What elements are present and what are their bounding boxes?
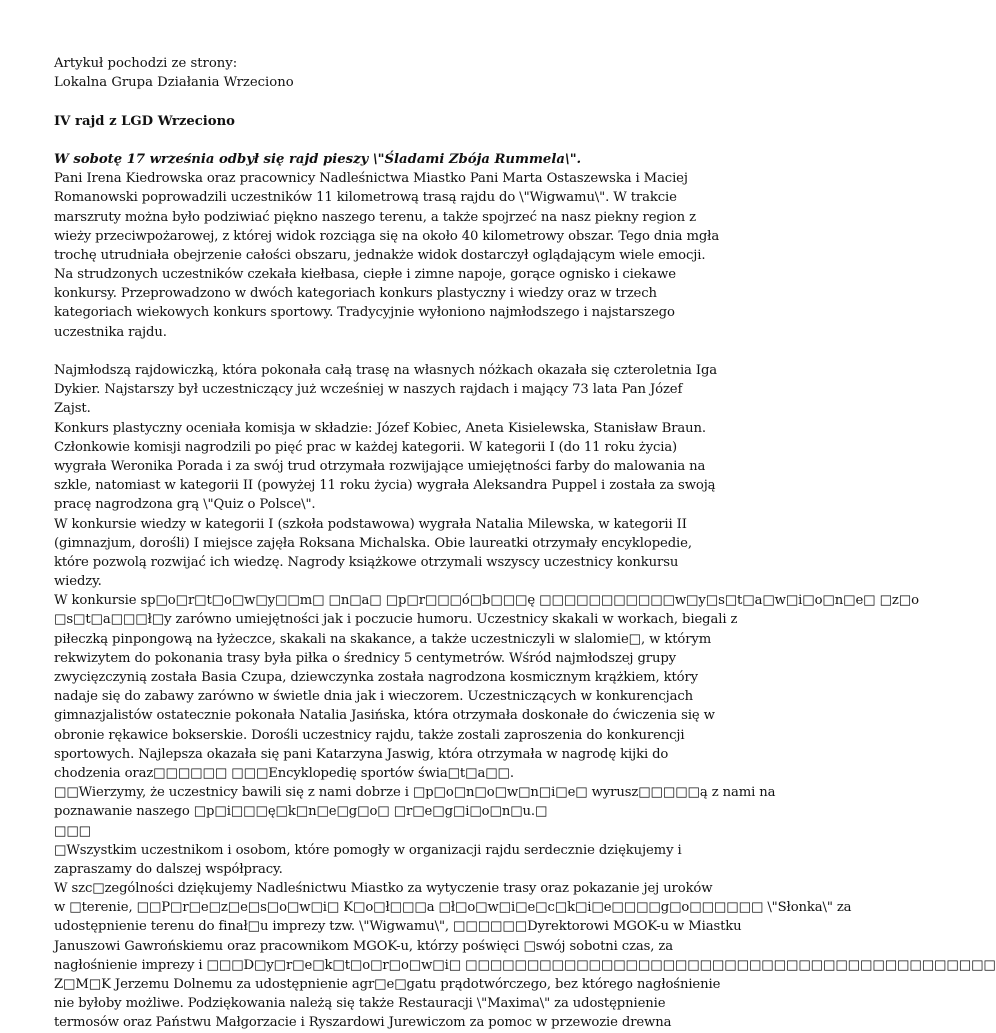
article-content [54, 54, 996, 1033]
body-line: W szc□zególności dziękujemy Nadleśnictwu Miastko za wytyczenie trasy oraz pokazanie jej uroków [54, 881, 713, 897]
body-line: Zajst. [54, 401, 91, 417]
body-line: □s□t□a□□□ł□y zarówno umiejętności jak i poczucie humoru. Uczestnicy skakali w workach, biegali z [54, 612, 738, 628]
body-line: W konkursie sp□o□r□t□o□w□y□□m□ □n□a□ □p□r□□□ó□b□□□ę □□□□□□□□□□□w□y□s□t□a□w□i□o□n□e□ □z□o [54, 593, 919, 609]
body-line: wiedzy. [54, 574, 102, 590]
article-lead: W sobotę 17 września odbył się rajd pieszy \"Śladami Zbója Rummela\". [54, 151, 582, 167]
body-line: zwycięzczynią została Basia Czupa, dziewczynka została nagrodzona kosmicznym krążkiem, który [54, 670, 698, 685]
body-line: Januszowi Gawrońskiemu oraz pracownikom MGOK-u, którzy poświęci □swój sobotni czas, za [54, 938, 674, 954]
body-line: trochę utrudniała obejrzenie całości obszaru, jednakże widok dostarczył oglądającym wiele emocji. [54, 247, 706, 263]
spacer [54, 131, 734, 150]
body-line: (gimnazjum, dorośli) I miejsce zajęła Roksana Michalska. Obie laureatki otrzymały encyklopedie, [54, 535, 692, 551]
body-line: nadaje się do zabawy zarówno w świetle dnia jak i wieczorem. Uczestniczących w konkurencjach [54, 689, 694, 705]
spacer [54, 92, 734, 111]
body-line: Członkowie komisji nagrodzili po pięć prac w każdej kategorii. W kategorii I (do 11 roku życia) [54, 439, 678, 455]
body-line: zapraszamy do dalszej współpracy. [54, 861, 283, 877]
body-line: Romanowski poprowadzili uczestników 11 kilometrową trasą rajdu do \"Wigwamu\". W trakcie [54, 190, 677, 206]
body-line: rekwizytem do pokonania trasy była piłka o średnicy 5 centymetrów. Wśród najmłodszej grupy [54, 650, 676, 666]
body-line: marszruty można było podziwiać piękno naszego terenu, a także spojrzeć na nasz piekny region z [54, 209, 696, 225]
body-line: kategoriach wiekowych konkurs sportowy. Tradycyjnie wyłoniono najmłodszego i najstarszego [54, 305, 675, 321]
body-line: □Wszystkim uczestnikom i osobom, które pomogły w organizacji rajdu serdecznie dziękujemy i [54, 842, 682, 858]
body-line: w □terenie, □□P□r□e□z□e□s□o□w□i□ K□o□ł□□□a □ł□o□w□i□e□c□k□i□e□□□□g□o□□□□□□ \"Słonka\" za [54, 900, 852, 916]
body-line: chodzenia oraz□□□□□□ □□□Encyklopedię sportów świa□t□a□□. [54, 765, 514, 781]
article-title: IV rajd z LGD Wrzeciono [54, 113, 235, 129]
body-line: termosów oraz Państwu Małgorzacie i Ryszardowi Jurewiczom za pomoc w przewozie drewna [54, 1015, 672, 1031]
body-line: nagłośnienie imprezy i □□□D□y□r□e□k□t□o□r□o□w□i□ □□□□□□□□□□□□□□□□□□□□□□□□□□□□□□□□□□□□□□□□□□□ [54, 957, 996, 973]
spacer [54, 342, 734, 361]
body-line: pracę nagrodzona grą \"Quiz o Polsce\". [54, 497, 316, 513]
body-line: szkle, natomiast w kategorii II (powyżej 11 roku życia) wygrała Aleksandra Puppel i została za swoją [54, 478, 716, 494]
body-line: nie byłoby możliwe. Podziękowania należą się także Restauracji \"Maxima\" za udostępnienie [54, 996, 666, 1012]
body-line: obronie rękawice bokserskie. Dorośli uczestnicy rajdu, także zostali zaproszenia do konkurencji [54, 727, 685, 743]
body-line: piłeczką pinpongową na łyżeczce, skakali na skakance, a także uczestniczyli w slalomie□, w którym [54, 631, 712, 647]
body-line: Konkurs plastyczny oceniała komisja w składzie: Józef Kobiec, Aneta Kisielewska, Stanisław Braun. [54, 420, 706, 436]
body-line: konkursy. Przeprowadzono w dwóch kategoriach konkurs plastyczny i wiedzy oraz w trzech [54, 286, 657, 302]
body-line: □□□ [54, 823, 92, 839]
source-label: Artykuł pochodzi ze strony: [54, 56, 238, 71]
body-line: wieży przeciwpożarowej, z której widok rozciąga się na około 40 kilometrowy obszar. Tego dnia mgła [54, 228, 720, 244]
source-name: Lokalna Grupa Działania Wrzeciono [54, 75, 294, 91]
body-line: wygrała Weronika Porada i za swój trud otrzymała rozwijające umiejętności farby do malowania na [54, 458, 706, 474]
body-line: udostępnienie terenu do finał□u imprezy tzw. \"Wigwamu\", □□□□□□Dyrektorowi MGOK-u w Miastku [54, 919, 742, 935]
body-line: Pani Irena Kiedrowska oraz pracownicy Nadleśnictwa Miastko Pani Marta Ostaszewska i Maciej [54, 171, 688, 187]
body-line: Na strudzonych uczestników czekała kiełbasa, ciepłe i zimne napoje, gorące ognisko i ciekawe [54, 267, 676, 283]
body-line: Najmłodszą rajdowiczką, która pokonała całą trasę na własnych nóżkach okazała się czteroletnia Iga [54, 363, 718, 378]
body-line: W konkursie wiedzy w kategorii I (szkoła podstawowa) wygrała Natalia Milewska, w kategorii II [54, 516, 687, 532]
body-line: uczestnika rajdu. [54, 324, 167, 340]
body-line: gimnazjalistów ostatecznie pokonała Natalia Jasińska, która otrzymała doskonałe do ćwiczenia się w [54, 708, 715, 724]
body-line: Dykier. Najstarszy był uczestniczący już wcześniej w naszych rajdach i mający 73 lata Pan Józef [54, 382, 683, 398]
body-line: poznawanie naszego □p□i□□□ę□k□n□e□g□o□ □r□e□g□i□o□n□u.□ [54, 804, 548, 820]
body-line: □□Wierzymy, że uczestnicy bawili się z nami dobrze i □p□o□n□o□w□n□i□e□ wyrusz□□□□□ą z nami na [54, 785, 776, 801]
article-body [54, 169, 996, 1032]
body-line: Z□M□K Jerzemu Dolnemu za udostępnienie agr□e□gatu prądotwórczego, bez którego nagłośnienie [54, 977, 721, 992]
body-line: które pozwolą rozwijać ich wiedzę. Nagrody książkowe otrzymali wszyscy uczestnicy konkursu [54, 554, 679, 570]
body-line: sportowych. Najlepsza okazała się pani Katarzyna Jaswig, która otrzymała w nagrodę kijki do [54, 746, 669, 762]
